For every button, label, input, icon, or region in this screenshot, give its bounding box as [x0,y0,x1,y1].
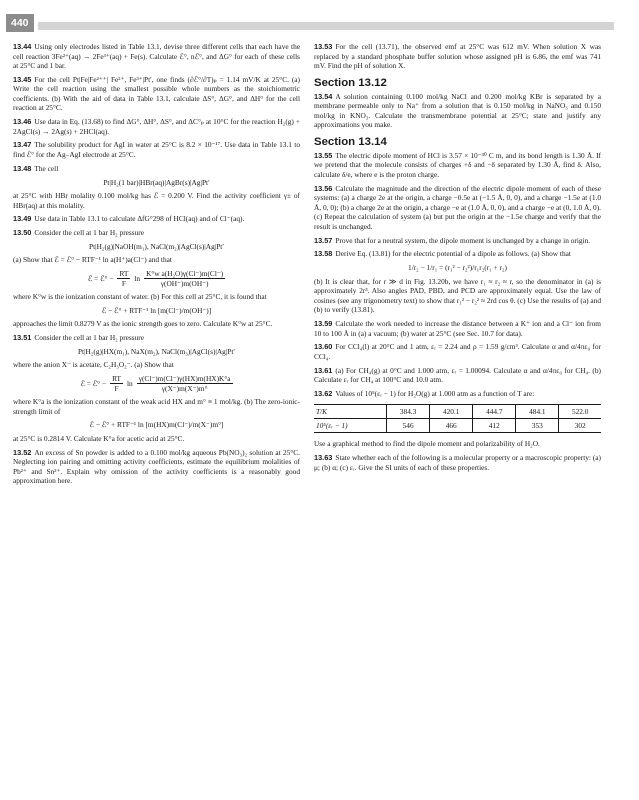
problem-13-51-part-b: where K°a is the ionization constant of the weak acid HX and m° ≡ 1 mol/kg. (b) The zero-ionic-strength limit of [13,397,300,416]
problem-13-53 [314,42,601,71]
problem-number: 13.58 [314,249,333,259]
problem-number: 13.48 [13,163,32,173]
numerator: K°w a(H₂O)γ(Cl⁻)m(Cl⁻) [146,269,224,279]
problem-13-48 [13,164,300,174]
problem-text: For the cell Pt|Fe|Fe²⁺⁺| Fe²⁺, Fe³⁺|Pt′, one finds (∂ℰ°/∂T)ₚ = 1.14 mV/K at 25°C. (a) Write the cell reaction using the smallest possible whole numbers as the stoichiometric coefficients. (b) With the aid of data in Table 13.1, calculate ΔS°, ΔG°, and ΔH° for the cell reaction at 25°C. [13,74,300,113]
problem-number: 13.62 [314,388,333,398]
problem-text: Consider the cell at 1 bar H₂ pressure [34,333,145,343]
problem-text: A solution containing 0.100 mol/kg NaCl and 0.200 mol/kg KBr is separated by a membrane permeable only to Na⁺ from a solution that is 0.150 mol/kg in NaNO₃ and 0.150 mol/kg in KNO₃. Calculate the transmembrane potential at 25°C; state and justify any approximations you make. [314,91,601,130]
ln-operator: ln [127,378,133,388]
problem-number: 13.49 [13,214,32,224]
section-heading: Section 13.14 [314,135,387,148]
problem-text: For the cell (13.71), the observed emf at 25°C was 612 mV. When solution X was replaced by a standard phosphate buffer solution whose assigned pH is 6.86, the emf was 741 mV. Find the pH of solution X. [314,42,601,71]
problem-13-50-continued: approaches the limit 0.8279 V as the ionic strength goes to zero. Calculate K°w at 25°C. [13,319,273,329]
problem-13-46 [13,117,300,136]
problem-13-55 [314,151,601,180]
equation [13,269,300,288]
problem-number: 13.50 [13,228,32,238]
problem-number: 13.57 [314,235,333,245]
numerator: γ(Cl⁻)m(Cl⁻)γ(HX)m(HX)K°a [138,374,231,384]
numerator: RT [112,374,122,384]
equation-lhs: ℰ = ℰ° − [87,273,114,283]
problem-number: 13.63 [314,453,333,463]
fraction [110,374,123,393]
table-cell: 420.1 [430,405,473,419]
ln-operator: ln [134,273,141,283]
table-cell: 466 [430,419,473,433]
equation-lhs: ℰ = ℰ° − [80,378,107,388]
problem-text: State whether each of the following is a molecular property or a macroscopic property: (a) μ; (b) α; (c) εᵣ. Give the SI units of each of these properties. [314,453,601,472]
problem-13-60 [314,342,601,361]
denominator: F [114,384,119,394]
problem-13-51-part-a: where the anion X⁻ is acetate, C₂H₃O₂⁻. (a) Show that [13,360,174,370]
table-cell: 412 [473,419,516,433]
table-cell: 444.7 [473,405,516,419]
problem-number: 13.56 [314,183,333,193]
problem-text: Use data in Eq. (13.68) to find ΔG°, ΔH°, ΔS°, and ΔC°ₚ at 10°C for the reaction H₂(g) + 2AgCl(s) → 2Ag(s) + 2HCl(aq). [13,117,300,136]
data-table [314,404,601,433]
right-column [314,42,601,476]
problem-13-62-continued: Use a graphical method to find the dipole moment and polarizability of H₂O. [314,439,540,449]
problem-13-50-part-b: where K°w is the ionization constant of water. (b) For this cell at 25°C, it is found that [13,292,267,302]
problem-text: (a) For CH₄(g) at 0°C and 1.000 atm, εᵣ = 1.00094. Calculate α and α/4πε₀ for CH₄. (b) Calculate εᵣ for CH₄ at 100°C and 10.0 atm. [314,365,601,385]
section-heading: Section 13.12 [314,76,387,89]
page-number: 440 [6,14,34,32]
problem-13-52 [13,448,300,486]
problem-number: 13.55 [314,150,333,160]
table-cell: 522.0 [559,405,601,419]
problem-text: Consider the cell at 1 bar H₂ pressure [34,228,145,238]
problem-text: Values of 10⁵(εᵣ − 1) for H₂O(g) at 1.000 atm as a function of T are: [335,388,535,398]
problem-13-58 [314,249,601,259]
problem-13-59 [314,319,601,338]
problem-13-50 [13,228,300,238]
table-cell: 302 [559,419,601,433]
problem-number: 13.51 [13,333,32,343]
problem-number: 13.47 [13,140,32,150]
problem-13-48-continued: at 25°C with HBr molality 0.100 mol/kg has ℰ = 0.200 V. Find the activity coefficient γ± of HBr(aq) at this molality. [13,191,300,210]
problem-number: 13.60 [314,342,333,352]
equation [13,374,300,393]
table-row [314,405,601,419]
fraction [117,269,130,288]
left-column [13,42,300,490]
problem-13-62 [314,389,601,399]
equation: 1/r₂ − 1/r₁ = (r₁² − r₂²)/r₁r₂(r₁ + r₂) [408,263,507,273]
problem-number: 13.52 [13,447,32,457]
problem-text: Use data in Table 13.1 to calculate ΔfG°298 of HCl(aq) and of Cl⁻(aq). [34,214,245,224]
problem-number: 13.45 [13,74,32,84]
problem-text: The solubility product for AgI in water at 25°C is 8.2 × 10⁻¹⁷. Use data in Table 13.1 to find ℰ° for the Ag–AgI electrode at 25°C. [13,140,300,160]
problem-13-44 [13,42,300,71]
problem-number: 13.59 [314,318,333,328]
problem-text: Prove that for a neutral system, the dipole moment is unchanged by a change in origin. [335,235,591,245]
table-cell: 484.1 [516,405,559,419]
problem-text: Calculate the work needed to increase the distance between a K⁺ ion and a Cl⁻ ion from 10 to 100 Å in (a) a vacuum; (b) water at 25°C (see Sec. 10.7 for data). [314,318,601,338]
problem-number: 13.44 [13,42,32,51]
problem-13-57 [314,236,601,246]
cell-notation: Pt|H₂(g)|NaOH(m₁), NaCl(m₂)|AgCl(s)|Ag|Pt′ [89,241,224,251]
equation: ℰ − ℰ° + RTF⁻¹ ln [m(Cl⁻)/m(OH⁻)] [101,305,212,315]
header-rule [38,22,614,30]
problem-13-47 [13,140,300,159]
equation: ℰ − ℰ° + RTF⁻¹ ln [m(HX)m(Cl⁻)/m(X⁻)m°] [89,420,224,430]
problem-13-63 [314,453,601,472]
denominator: γ(X⁻)m(X⁻)m° [161,384,208,394]
problem-number: 13.54 [314,91,333,101]
problem-13-61 [314,366,601,385]
problem-13-51-continued: at 25°C is 0.2814 V. Calculate K°a for acetic acid at 25°C. [13,433,185,443]
problem-13-58-continued: (b) It is clear that, for r ≫ d in Fig. 13.20b, we have r₁ ≈ r₂ ≈ r, so the denominator in (a) is approximately 2r³. Also angles PAD, PBD, and PCD are approximately equal. Use the law of cosines (see any trigonometry text) to show that r₁² − r₂² ≈ 2rd cos θ. (c) Use the results of (a) and (b) to verify (13.81). [314,276,601,315]
problem-number: 13.53 [314,42,333,51]
problem-text: Calculate the magnitude and the direction of the electric dipole moment of each of these systems: (a) a charge 2e at the origin, a charge −0.5e at (−1.5 Å, 0, 0), and a charge −1.5e at (1.0 Å, 0, 0); (b) a charge 2e at the origin, a charge −e at (1.0 Å, 0, 0), and a charge −e at (0, 1.0 Å, 0). (c) Repeat the calculation of system (a) but put the origin at the −1.5e charge and verify that the result is unchanged. [314,183,601,231]
table-row-label: T/K [314,405,387,419]
problem-text: The electric dipole moment of HCl is 3.57 × 10⁻³⁰ C m, and its bond length is 1.30 Å. If we pretend that the molecule consists of charges +δ and −δ separated by 1.30 Å, find δ. Also, calculate δ/e, where e is the proton charge. [314,150,601,179]
table-cell: 384.3 [387,405,430,419]
fraction [144,269,225,288]
denominator: F [121,279,126,289]
fraction [137,374,233,393]
problem-text: For CCl₄(l) at 20°C and 1 atm, εᵣ = 2.24 and ρ = 1.59 g/cm³. Calculate α and α/4πε₀ for CCl₄. [314,342,601,361]
table-cell: 546 [387,419,430,433]
problem-13-54 [314,92,601,130]
problem-13-49 [13,214,300,224]
problem-text: The cell [34,163,59,173]
problem-number: 13.61 [314,365,333,375]
problem-13-50-part-a: (a) Show that ℰ = ℰ° − RTF⁻¹ ln a(H⁺)a(Cl⁻) and that [13,255,172,265]
problem-13-45 [13,75,300,113]
cell-notation: Pt|H₂(g)|HX(m₁), NaX(m₂), NaCl(m₃)|AgCl(s)|Ag|Pt′ [77,346,236,356]
table-row-label: 10⁵(εᵣ − 1) [314,419,387,433]
problem-text: An excess of Sn powder is added to a 0.100 mol/kg aqueous Pb(NO₃)₂ solution at 25°C. Neglecting ion pairing and omitting activity coefficients, estimate the equilibrium molalities of Pb²⁺ and Sn²⁺. Explain why omission of the activity coefficients is a reasonably good approximation here. [13,447,300,486]
table-cell: 353 [516,419,559,433]
problem-text: Using only electrodes listed in Table 13.1, devise three different cells that each have the cell reaction 3Fe²⁺(aq) → 2Fe³⁺(aq) + Fe(s). Calculate ℰ°, nℰ°, and ΔG° for each of these cells at 25°C and 1 bar. [13,42,300,71]
numerator: RT [119,269,129,279]
problem-13-51 [13,333,300,343]
denominator: γ(OH⁻)m(OH⁻) [160,279,209,289]
problem-text: Derive Eq. (13.81) for the electric potential of a dipole as follows. (a) Show that [335,249,571,259]
table-row [314,419,601,433]
cell-notation: Pt|H₂(1 bar)|HBr(aq)|AgBr(s)|Ag|Pt′ [103,177,210,187]
problem-13-56 [314,184,601,232]
problem-number: 13.46 [13,117,32,127]
